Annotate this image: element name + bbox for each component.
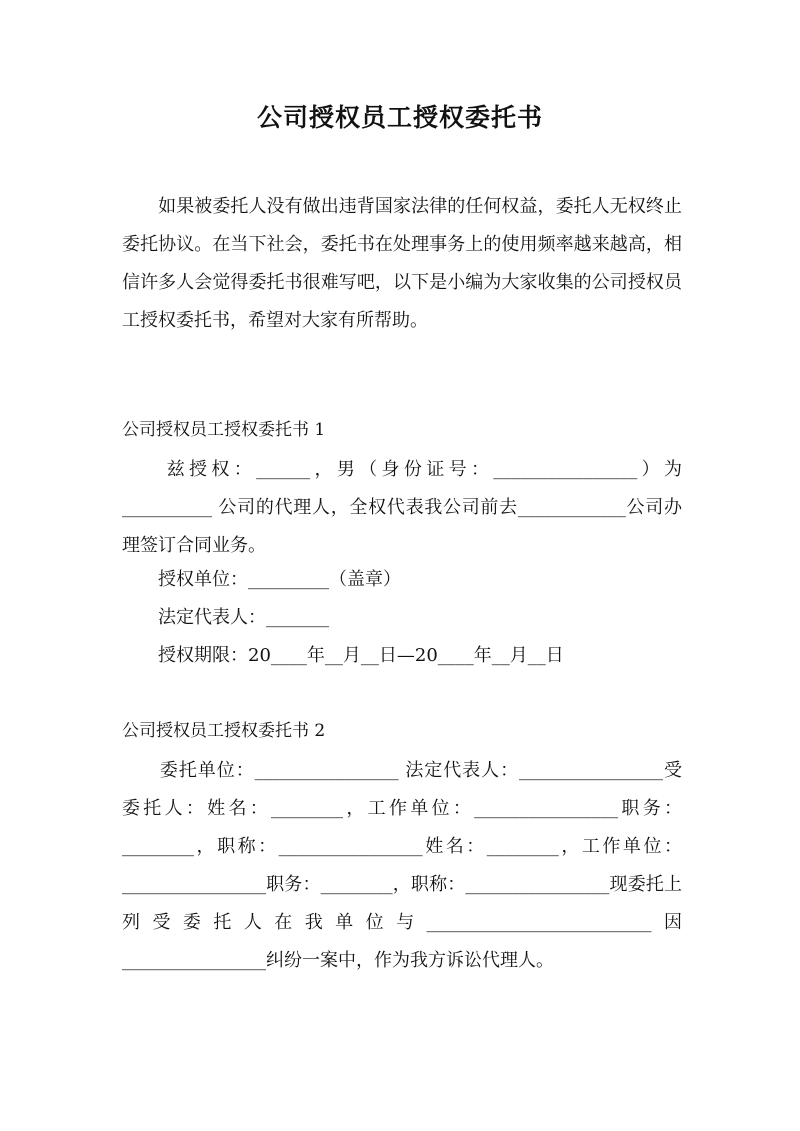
section1-legal-representative: 法定代表人：_______ (122, 607, 329, 628)
section1-authorization-text: 兹授权：______，男（身份证号：________________）为 __________ 公司的代理人，全权代表我公司前去____________公司办理签订合同业务。 (122, 459, 688, 556)
section1-authorizing-unit: 授权单位：_________（盖章） (122, 569, 401, 590)
section1-authorization-period: 授权期限：20____年__月__日—20____年__月__日 (122, 645, 564, 666)
section1-heading: 公司授权员工授权委托书 1 (122, 420, 326, 440)
section2-heading: 公司授权员工授权委托书 2 (122, 721, 326, 741)
section2-body-text: 委托单位：________________ 法定代表人：________________受委托人：姓名：________，工作单位：________________职务：________，职称：________________姓名：________，工作单位：________________职务：________，职称：________________现委托上列受委托人在我单位与_________________________因________________纠纷一案中，作为我方诉讼代理人。 (122, 760, 682, 971)
intro-paragraph: 如果被委托人没有做出违背国家法律的任何权益，委托人无权终止委托协议。在当下社会，委托书在处理事务上的使用频率越来越高，相信许多人会觉得委托书很难写吧，以下是小编为大家收集的公司授权员工授权委托书，希望对大家有所帮助。 (122, 196, 682, 331)
document-title: 公司授权员工授权委托书 (256, 103, 543, 132)
